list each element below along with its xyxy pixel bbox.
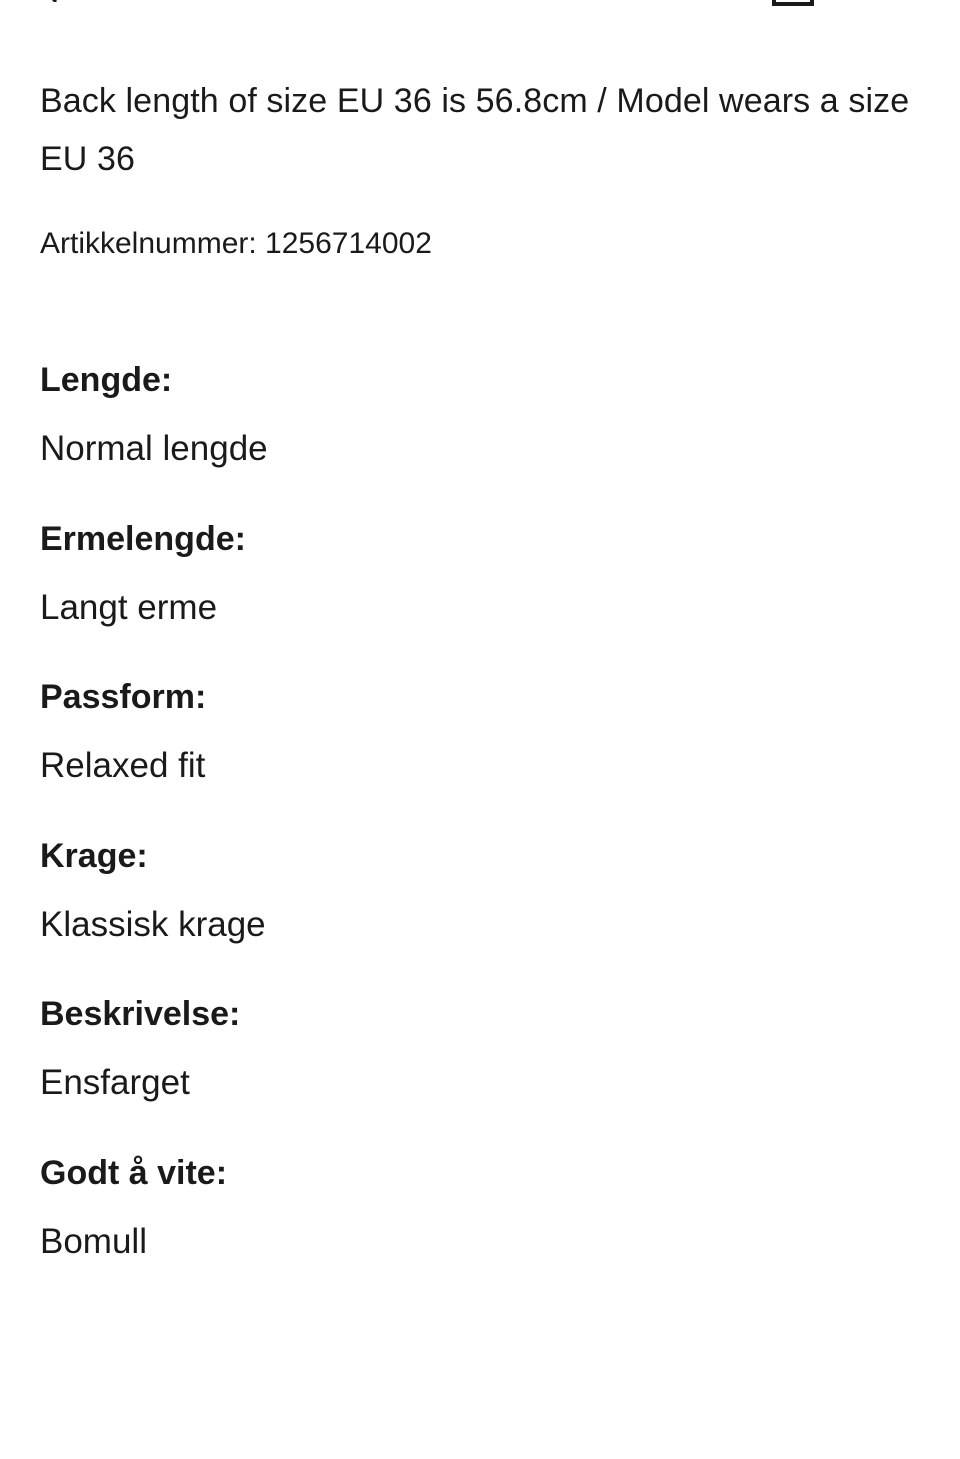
attribute-label: Ermelengde: xyxy=(40,519,246,558)
article-number: Artikkelnummer: 1256714002 xyxy=(40,227,432,260)
attribute-collar xyxy=(40,836,920,995)
attribute-length xyxy=(40,360,920,519)
attribute-good-to-know xyxy=(40,1153,920,1312)
attribute-label: Lengde: xyxy=(40,361,173,399)
attribute-label: Beskrivelse: xyxy=(40,995,241,1033)
attribute-value: Ensfarget xyxy=(40,1063,190,1102)
attribute-label: Krage: xyxy=(40,836,148,875)
product-details xyxy=(40,72,920,1311)
top-bar xyxy=(0,0,960,6)
attribute-label: Godt å vite: xyxy=(40,1153,228,1192)
attribute-value: Normal lengde xyxy=(40,429,268,468)
attribute-list xyxy=(40,360,920,1311)
chevron-down-icon[interactable] xyxy=(886,0,910,2)
attribute-value: Klassisk krage xyxy=(40,904,266,944)
attribute-value: Langt erme xyxy=(40,587,218,627)
attribute-value: Relaxed fit xyxy=(40,746,206,785)
attribute-description xyxy=(40,994,920,1153)
attribute-sleeve-length xyxy=(40,519,920,678)
attribute-value: Bomull xyxy=(40,1221,147,1261)
attribute-fit xyxy=(40,677,920,836)
size-note: Back length of size EU 36 is 56.8cm / Model wears a size EU 36 xyxy=(40,82,910,178)
attribute-label: Passform: xyxy=(40,678,207,716)
chevron-left-icon[interactable] xyxy=(42,0,60,2)
shopping-bag-icon[interactable] xyxy=(772,0,814,6)
